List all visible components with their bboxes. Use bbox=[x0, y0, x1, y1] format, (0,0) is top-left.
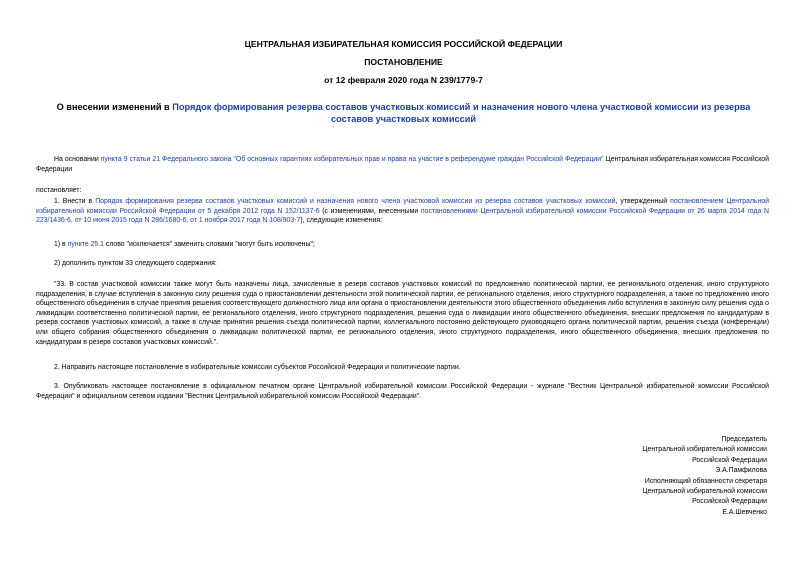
doc-title-link[interactable]: Порядок формирования резерва составов участковых комиссий и назначения нового члена участковой комиссии из резерва составов участковых комиссий bbox=[172, 102, 751, 124]
item-1-paragraph bbox=[36, 197, 769, 226]
item-1-text-4: ), следующие изменения: bbox=[300, 217, 383, 225]
item-3-paragraph: 3. Опубликовать настоящее постановление в официальном печатном органе Центральной избирательной комиссии Российской Федерации - журнале "Вестник Центральной избирательной комиссии Российской Федерации" и официальном сетевом издании "Вестник Центральной избирательной комиссии Российской Федерации". bbox=[36, 383, 769, 400]
basis-suffix: Центральная избирательная комиссия Российской Федерации bbox=[36, 156, 769, 173]
doc-date-number: от 12 февраля 2020 года N 239/1779-7 bbox=[324, 75, 483, 85]
doc-title bbox=[40, 101, 767, 125]
subitem-1-text-1: 1) в bbox=[54, 241, 68, 248]
signature-line-5: Исполняющий обязанности секретаря bbox=[644, 477, 767, 485]
signature-line-2: Центральной избирательной комиссии bbox=[642, 446, 767, 454]
subitem-1-paragraph bbox=[36, 240, 769, 250]
signature-line-1: Председатель bbox=[721, 436, 767, 443]
item-1-amendments-link[interactable]: постановлениями Центральной избирательной комиссии Российской Федерации от 26 марта 2014 года N 223/1436-6, от 10 июня 2015 года N 286/1680-6, от 1 ноября 2017 года N 108/903-7 bbox=[36, 207, 769, 225]
item-1-procedure-link[interactable]: Порядок формирования резерва составов участковых комиссий и назначения нового члена участковой комиссии из резерва составов участковых комиссий bbox=[95, 198, 616, 205]
doc-type: ПОСТАНОВЛЕНИЕ bbox=[364, 57, 443, 67]
signature-name-1: Э.А.Памфилова bbox=[715, 467, 767, 475]
subitem-1-text-2: слово "исключается" заменить словами "могут быть исключены"; bbox=[103, 241, 315, 248]
item-1-text-3: (с изменениями, внесенными bbox=[319, 207, 421, 215]
quote-paragraph: "33. В состав участковой комиссии также могут быть назначены лица, зачисленные в резерв составов участковых комиссий по предложению политической партии, ее регионального отделения, иного структурного подразделения, в случае вступления в законную силу решения суда о приостановлении деятельности этой политической партии, ее регионального отделения, иного структурного подразделения, а также по предложению иного общественного объединения в случае принятия решения соответствующего должностного лица или органа о приостановлении деятельности этого общественного объединения либо вступления в законную силу решения суда о ликвидации соответственно политической партии, ее регионального отделения, иного структурного подразделения, решения суда о ликвидации иного общественного объединения, внесших предложения по кандидатурам в резерв составов участковых комиссий, а также в случае принятия решения съезда политической партии, коллегиального постоянно действующего руководящего органа политической партии, решения съезда (конференции) или общего собрания общественного объединения о ликвидации политической партии, ее регионального отделения, иного структурного подразделения, иного общественного объединения, внесших предложения по кандидатурам в резерв составов участковых комиссий.". bbox=[36, 281, 769, 346]
doc-title-prefix: О внесении изменений в bbox=[56, 102, 173, 112]
signatures-block bbox=[547, 435, 767, 518]
agency-name: ЦЕНТРАЛЬНАЯ ИЗБИРАТЕЛЬНАЯ КОМИССИЯ РОССИЙСКОЙ ФЕДЕРАЦИИ bbox=[244, 39, 563, 49]
item-1-text-2: , утвержденный bbox=[615, 198, 671, 205]
basis-paragraph bbox=[36, 155, 769, 174]
subitem-1-clause-link[interactable]: пункте 25.1 bbox=[67, 241, 104, 248]
item-1-text-1: 1. Внести в bbox=[54, 198, 96, 205]
item-2-paragraph: 2. Направить настоящее постановление в избирательные комиссии субъектов Российской Федерации и политические партии. bbox=[54, 364, 461, 371]
subitem-2-paragraph: 2) дополнить пунктом 33 следующего содержания: bbox=[54, 260, 217, 267]
item-1-resolution-link[interactable]: постановлением Центральной избирательной комиссии Российской Федерации от 5 декабря 2012 года N 152/1137-6 bbox=[36, 198, 770, 215]
signature-line-6: Центральной избирательной комиссии bbox=[642, 488, 767, 496]
basis-law-link[interactable]: пункта 9 статьи 21 Федерального закона "Об основных гарантиях избирательных прав и права на участие в референдуме граждан Российской Федерации" bbox=[100, 156, 604, 163]
signature-name-2: Е.А.Шевченко bbox=[722, 508, 767, 516]
signature-line-3: Российской Федерации bbox=[692, 456, 767, 464]
basis-prefix: На основании bbox=[54, 156, 101, 163]
decides-label: постановляет: bbox=[36, 187, 82, 194]
signature-line-7: Российской Федерации bbox=[692, 498, 767, 506]
